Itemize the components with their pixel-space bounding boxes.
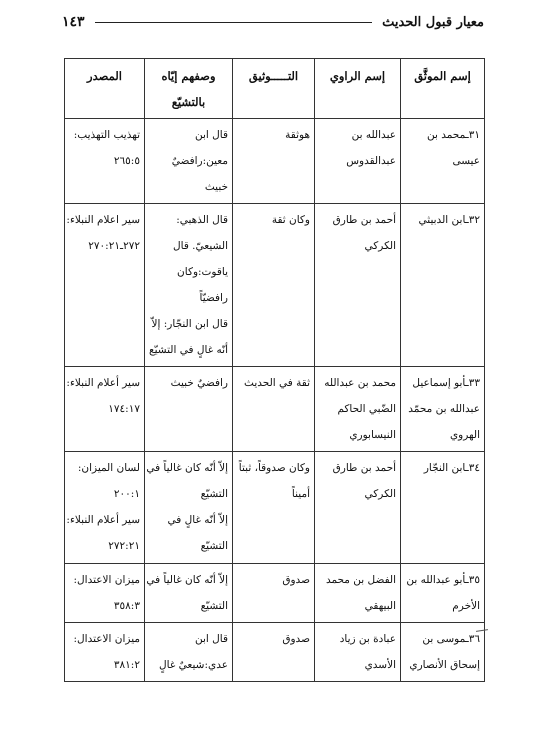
cell-muwaththaq (401, 452, 485, 564)
cell-text: ٢٧٢ـ٢٧٠:٢١ (88, 240, 140, 252)
header-rule (95, 22, 373, 23)
cell-text: وكان ثقة (271, 214, 310, 226)
page-number: ١٤٣ (62, 14, 85, 30)
cell-text: الكركي (364, 488, 396, 500)
cell-text: أحمد بن طارق (332, 462, 396, 474)
cell-text: ٣٥ـأبو عبدالله بن (406, 574, 480, 586)
cell-text: عبدالقدوس (346, 155, 396, 167)
cell-text: ٢٦٥:٥ (113, 155, 140, 167)
cell-muwaththaq (401, 119, 485, 204)
cell-text: ٢٧٢:٢١ (108, 540, 140, 552)
cell-text: أنّه غالٍ في التشيّع (149, 344, 228, 356)
cell-text: سير أعلام النبلاء: (66, 514, 140, 526)
cell-text: ميزان الاعتدال: (73, 574, 140, 586)
cell-text: عدي:شيعيٌ غالٍ (159, 659, 228, 671)
cell-text: عبادة بن زياد (339, 633, 396, 645)
narrators-table (64, 58, 485, 682)
cell-text: ٢٠٠:١ (113, 488, 140, 500)
table-row (65, 204, 485, 367)
table-row (65, 623, 485, 682)
running-title: معيار قبول الحديث (382, 14, 484, 30)
cell-masdar (65, 204, 145, 367)
table-row (65, 367, 485, 452)
cell-tawthiq (233, 367, 315, 452)
cell-rawi (315, 204, 401, 367)
cell-text: صدوق (282, 633, 310, 645)
cell-text: خبيث (204, 181, 228, 193)
cell-text: تهذيب التهذيب: (73, 129, 140, 141)
cell-masdar (65, 367, 145, 452)
cell-text: التشيّع (200, 488, 228, 500)
table-row (65, 119, 485, 204)
cell-text: إسحاق الأنصاري (409, 659, 480, 671)
cell-tawthiq (233, 452, 315, 564)
cell-text: النيسابوري (349, 429, 396, 441)
column-header: وصفهم إيّاه بالتشيّع (145, 59, 233, 119)
cell-text: لسان الميزان: (77, 462, 140, 474)
cell-masdar (65, 452, 145, 564)
cell-text: ١٧٤:١٧ (108, 403, 140, 415)
cell-muwaththaq (401, 367, 485, 452)
table-body (65, 119, 485, 682)
cell-text: ٣١ـمحمد بن (426, 129, 480, 141)
column-header: التـــــوثيق (233, 59, 315, 119)
cell-text: ٣٨١:٢ (113, 659, 140, 671)
cell-text: الضّبي الحاكم (337, 403, 396, 415)
cell-rawi (315, 452, 401, 564)
cell-text: عيسى (452, 155, 480, 167)
cell-text: ٣٣ـأبو إسماعيل (412, 377, 480, 389)
cell-tawthiq (233, 204, 315, 367)
cell-rawi (315, 623, 401, 682)
cell-muwaththaq (401, 564, 485, 623)
cell-text: قال ابن (194, 129, 228, 141)
cell-text: قال ابن النجّار: إلاّ (151, 318, 228, 330)
cell-wasf (145, 119, 233, 204)
cell-text: ٣٤ـابن النجّار (423, 462, 480, 474)
cell-text: قال الذهبي: (176, 214, 228, 226)
table-row (65, 452, 485, 564)
cell-wasf (145, 204, 233, 367)
cell-text: عبدالله بن محمّد (408, 403, 480, 415)
cell-muwaththaq (401, 204, 485, 367)
cell-wasf (145, 564, 233, 623)
cell-text: سير اعلام النبلاء: (66, 214, 140, 226)
cell-text: البيهقي (364, 600, 396, 612)
page-header (62, 10, 484, 34)
cell-text: الشيعيّ. قال (173, 240, 228, 252)
cell-text: الهروي (449, 429, 480, 441)
cell-tawthiq (233, 623, 315, 682)
cell-text: أميناً (291, 488, 310, 500)
table-row (65, 564, 485, 623)
cell-rawi (315, 119, 401, 204)
cell-text: التشيّع (200, 540, 228, 552)
cell-masdar (65, 119, 145, 204)
cell-masdar (65, 623, 145, 682)
cell-rawi (315, 367, 401, 452)
cell-tawthiq (233, 564, 315, 623)
cell-text: ٣٦ـموسى بن (422, 633, 480, 645)
cell-text: رافضيٌ خبيث (170, 377, 228, 389)
cell-wasf (145, 452, 233, 564)
cell-text: أحمد بن طارق (332, 214, 396, 226)
cell-text: الكركي (364, 240, 396, 252)
cell-rawi (315, 564, 401, 623)
cell-masdar (65, 564, 145, 623)
cell-text: الأسدي (364, 659, 396, 671)
cell-text: محمد بن عبدالله (324, 377, 396, 389)
cell-text: ٣٥٨:٣ (113, 600, 140, 612)
column-header: إسم الموثَّق (401, 59, 485, 119)
cell-text: صدوق (282, 574, 310, 586)
cell-tawthiq (233, 119, 315, 204)
cell-text: إلاّ أنّه كان غالياً في (146, 462, 228, 474)
cell-text: هوثقة (285, 129, 310, 141)
cell-text: ٣٢ـابن الدبيثي (418, 214, 480, 226)
cell-text: معين:رافضيٌ (171, 155, 228, 167)
cell-wasf (145, 367, 233, 452)
cell-text: الفضل بن محمد (325, 574, 396, 586)
cell-text: إلاّ أنّه غالٍ في (167, 514, 228, 526)
cell-text: التشيّع (200, 600, 228, 612)
cell-text: رافضيّاً (199, 292, 228, 304)
cell-text: إلاّ أنّه كان غالياً في (146, 574, 228, 586)
cell-text: وكان صدوقاً، ثبتاً (238, 462, 310, 474)
cell-text: قال ابن (194, 633, 228, 645)
cell-muwaththaq (401, 623, 485, 682)
cell-text: سير أعلام النبلاء: (66, 377, 140, 389)
cell-text: ميزان الاعتدال: (73, 633, 140, 645)
cell-text: الأخرم (452, 600, 480, 612)
cell-text: عبدالله بن (351, 129, 396, 141)
column-header: المصدر (65, 59, 145, 119)
cell-text: ثقة في الحديث (244, 377, 310, 389)
cell-wasf (145, 623, 233, 682)
table-header-row (65, 59, 485, 119)
cell-text: ياقوت:وكان (177, 266, 228, 278)
column-header: إسم الراوي (315, 59, 401, 119)
